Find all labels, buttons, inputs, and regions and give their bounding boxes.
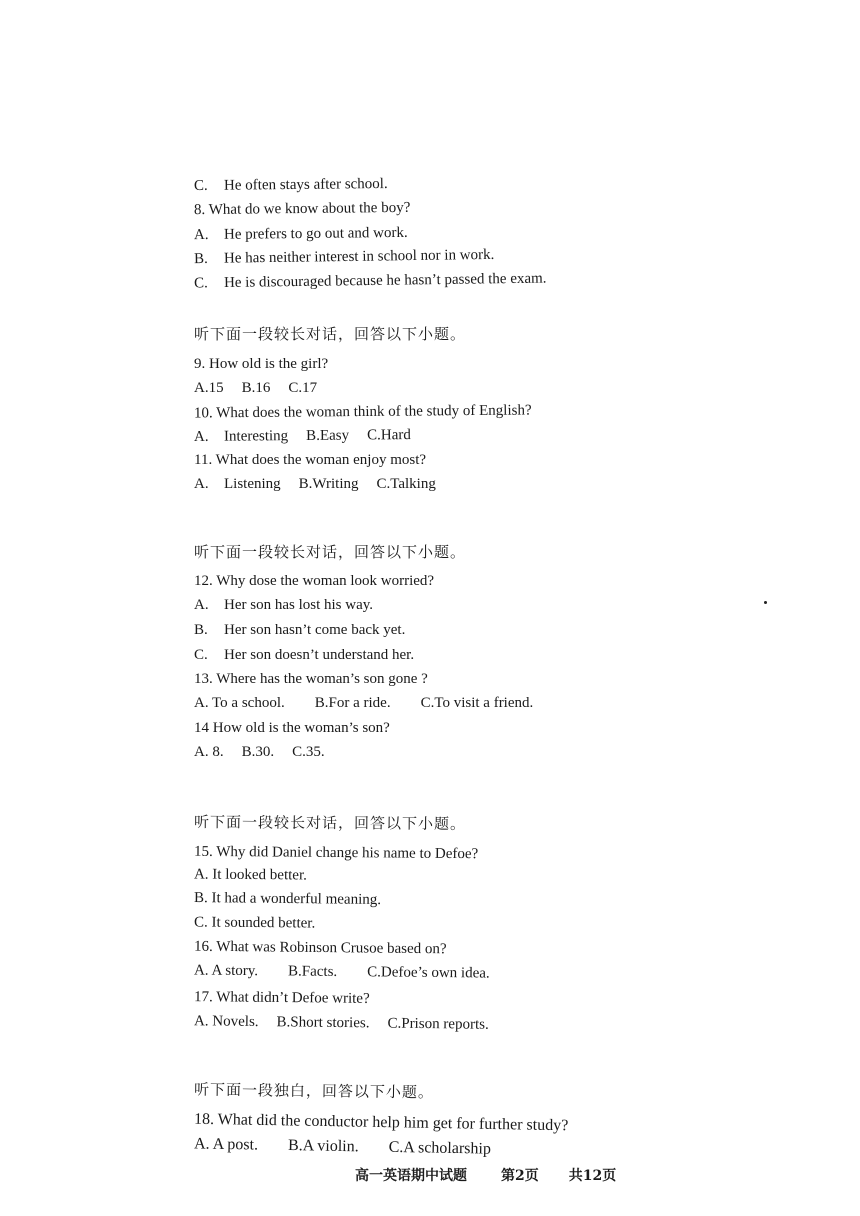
q8-question: 8. What do we know about the boy? — [193, 199, 411, 219]
q15-option-c: C. It sounded better. — [193, 914, 316, 932]
q16-options: A. A story. B.Facts. C.Defoe’s own idea. — [193, 962, 490, 982]
section-heading-4: 听下面一段独白，回答以下小题。 — [193, 1080, 435, 1102]
q12-question: 12. Why dose the woman look worried? — [194, 573, 435, 589]
q11-options: A. Listening B.Writing C.Talking — [194, 476, 436, 492]
footer-total: 共12页 — [568, 1168, 617, 1184]
q12-option-c: C. Her son doesn’t understand her. — [194, 647, 415, 663]
q9-options: A.15 B.16 C.17 — [194, 380, 318, 396]
footer-page: 第2页 — [501, 1168, 539, 1184]
section-heading-3: 听下面一段较长对话，回答以下小题。 — [193, 813, 467, 833]
q10-options: A. Interesting B.Easy C.Hard — [193, 427, 411, 445]
q8-option-a: A. He prefers to go out and work. — [193, 224, 408, 244]
scan-speck — [764, 601, 767, 604]
q7-option-c: C. He often stays after school. — [193, 175, 388, 195]
q10-question: 10. What does the woman think of the study of English? — [193, 402, 532, 422]
q16-question: 16. What was Robinson Crusoe based on? — [193, 938, 447, 958]
q12-option-a: A. Her son has lost his way. — [194, 597, 374, 613]
q9-question: 9. How old is the girl? — [194, 356, 329, 372]
q14-question: 14 How old is the woman’s son? — [194, 720, 390, 736]
q8-option-b: B. He has neither interest in school nor in work. — [193, 246, 495, 268]
q13-question: 13. Where has the woman’s son gone ? — [194, 671, 428, 687]
q17-question: 17. What didn’t Defoe write? — [193, 989, 370, 1007]
q18-options: A. A post. B.A violin. C.A scholarship — [193, 1135, 492, 1158]
q11-question: 11. What does the woman enjoy most? — [194, 452, 427, 468]
q17-options: A. Novels. B.Short stories. C.Prison reports. — [193, 1013, 489, 1033]
footer — [355, 1165, 616, 1185]
q18-question: 18. What did the conductor help him get for further study? — [193, 1110, 569, 1135]
section-heading-2: 听下面一段较长对话，回答以下小题。 — [194, 543, 467, 561]
section-heading-1: 听下面一段较长对话，回答以下小题。 — [194, 325, 467, 343]
q13-options: A. To a school. B.For a ride. C.To visit a friend. — [194, 695, 534, 711]
q14-options: A. 8. B.30. C.35. — [194, 744, 325, 760]
q12-option-b: B. Her son hasn’t come back yet. — [194, 622, 406, 638]
q15-option-a: A. It looked better. — [193, 866, 307, 884]
q15-option-b: B. It had a wonderful meaning. — [193, 890, 382, 908]
footer-title: 高一英语期中试题 — [355, 1168, 467, 1184]
q8-option-c: C. He is discouraged because he hasn’t passed the exam. — [193, 270, 547, 292]
q15-question: 15. Why did Daniel change his name to Defoe? — [193, 843, 479, 863]
